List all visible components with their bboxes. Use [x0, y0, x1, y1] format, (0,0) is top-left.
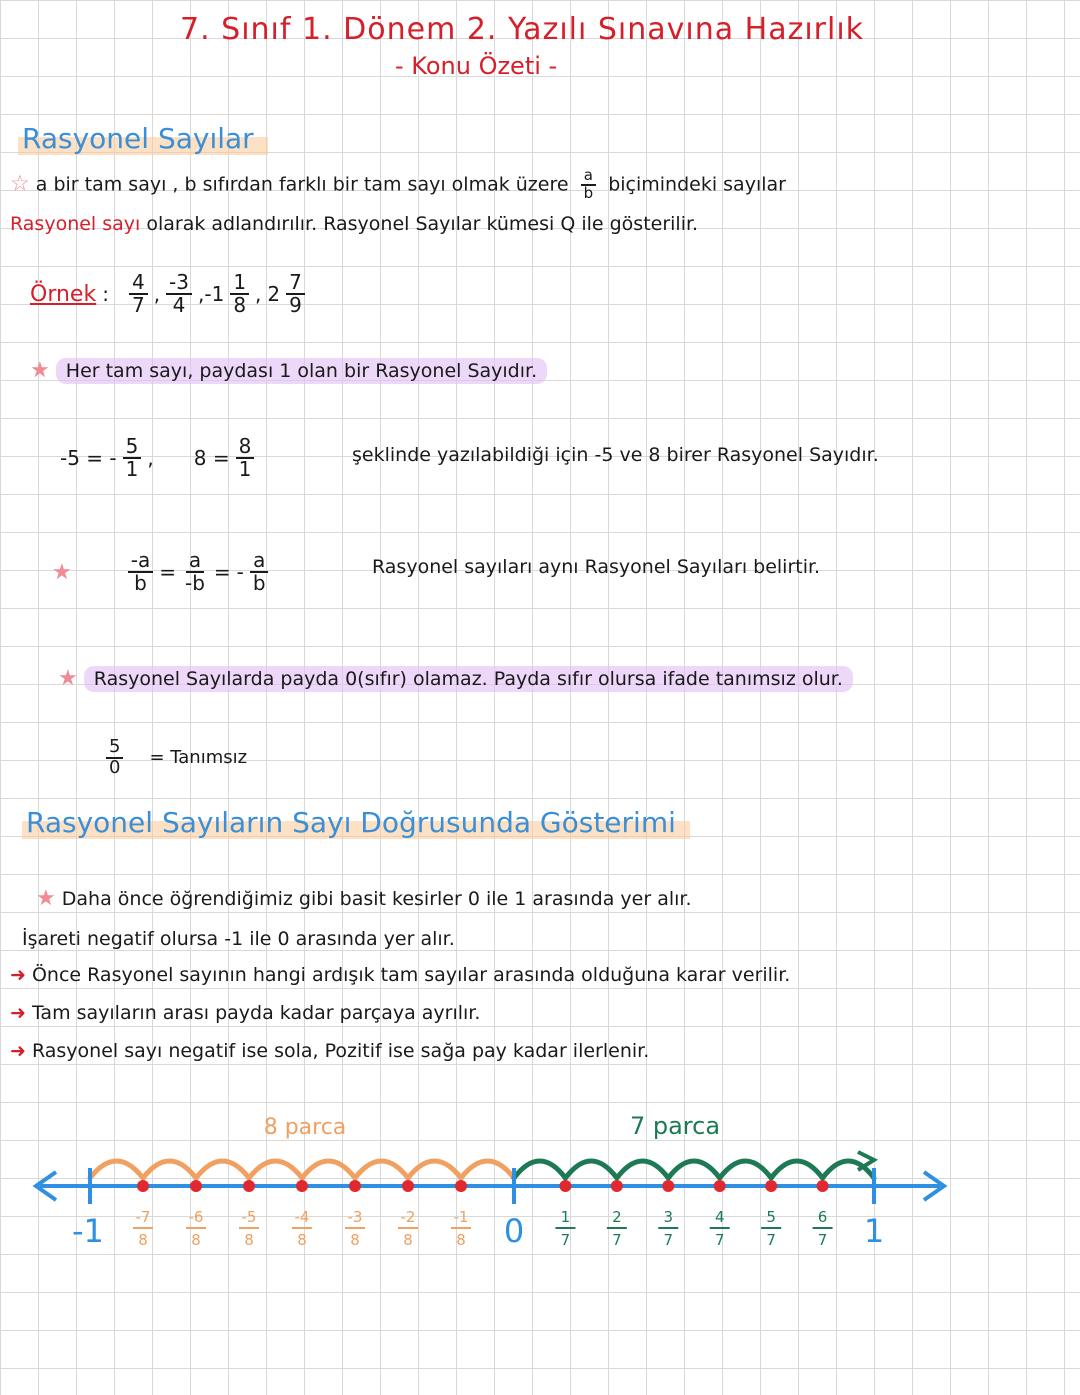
number-line-intro-1: ★ Daha önce öğrendiğimiz gibi basit kesirler 0 ile 1 arasında yer alır. [36, 886, 692, 911]
page-title: 7. Sınıf 1. Dönem 2. Yazılı Sınavına Hazırlık [180, 12, 865, 47]
definition-red-term: Rasyonel sayı [10, 213, 141, 235]
section-heading-number-line: Rasyonel Sayıların Sayı Doğrusunda Gösterimi [22, 806, 690, 839]
positive-point-2 [611, 1180, 623, 1192]
left-jump-arc [302, 1161, 355, 1178]
undefined-fraction: $\frac{5}{0}$ [106, 738, 123, 778]
example-row: Örnek : $\frac{4}{7}$ , $\frac{-3}{4}$ , -1 $\frac{1}{8}$ , 2 $\frac{7}{9}$ [30, 272, 311, 316]
definition-line-2 [10, 213, 698, 235]
jump-arrowhead-icon [858, 1152, 874, 1170]
left-parts-label: 8 parca [263, 1115, 347, 1140]
positive-fraction-den-3: 7 [663, 1231, 674, 1249]
negative-fraction-num-7: -1 [453, 1208, 469, 1226]
sign-fraction-1: $\frac{-a}{b}$ [128, 550, 153, 594]
negative-fraction-den-2: 8 [191, 1231, 201, 1249]
positive-point-1 [559, 1180, 571, 1192]
negative-fraction-den-3: 8 [244, 1231, 254, 1249]
integer-examples-text: şeklinde yazılabildiği için -5 ve 8 birer Rasyonel Sayıdır. [352, 444, 879, 466]
negative-fraction-den-6: 8 [403, 1231, 413, 1249]
star-icon: ★ [36, 886, 56, 911]
star-icon: ☆ [10, 171, 30, 197]
star-icon: ★ [58, 666, 78, 691]
eq1-fraction: $\frac{5}{1}$ [123, 436, 142, 480]
right-jump-arc [514, 1161, 565, 1178]
positive-fraction-num-6: 6 [817, 1208, 828, 1226]
left-jump-arc [249, 1161, 302, 1178]
example-fraction-3: -1 $\frac{1}{8}$ [204, 272, 255, 316]
number-line-intro-2: İşareti negatif olursa -1 ile 0 arasında yer alır. [22, 928, 455, 950]
left-jump-arc [408, 1161, 461, 1178]
arrow-right-icon: ➜ [10, 1002, 26, 1024]
positive-fraction-num-4: 4 [714, 1208, 725, 1226]
negative-fraction-den-5: 8 [350, 1231, 360, 1249]
note-integer-rational: ★ Her tam sayı, paydası 1 olan bir Rasyonel Sayıdır. [30, 358, 547, 383]
page-subtitle: - Konu Özeti - [395, 52, 558, 80]
negative-fraction-num-4: -4 [294, 1208, 310, 1226]
eq2-fraction: $\frac{8}{1}$ [236, 436, 255, 480]
definition-line-1 [10, 168, 786, 202]
star-icon: ★ [30, 358, 50, 383]
definition-text-a: a bir tam sayı , b sıfırdan farklı bir tam sayı olmak üzere [35, 173, 569, 196]
arrow-right-icon: ➜ [10, 964, 26, 986]
positive-fraction-den-1: 7 [560, 1231, 571, 1249]
example-fraction-1: $\frac{4}{7}$ [129, 272, 148, 316]
note-zero-denominator: ★ Rasyonel Sayılarda payda 0(sıfır) olamaz. Payda sıfır olursa ifade tanımsız olur. [58, 666, 853, 691]
right-jump-arc [720, 1161, 771, 1178]
right-jump-arc [617, 1161, 668, 1178]
positive-fraction-den-6: 7 [817, 1231, 828, 1249]
example-label: Örnek [30, 281, 97, 307]
example-fraction-2: $\frac{-3}{4}$ [166, 272, 192, 316]
sign-rule-text: Rasyonel sayıları aynı Rasyonel Sayıları belirtir. [372, 556, 821, 578]
positive-point-5 [765, 1180, 777, 1192]
example-fraction-4: 2 $\frac{7}{9}$ [261, 272, 310, 316]
label-minus-one: -1 [72, 1212, 104, 1250]
definition-text-rest: olarak adlandırılır. Rasyonel Sayılar kümesi Q ile gösterilir. [146, 213, 699, 235]
negative-point-2 [190, 1180, 202, 1192]
positive-point-4 [714, 1180, 726, 1192]
step-2: ➜ Tam sayıların arası payda kadar parçaya ayrılır. [10, 1002, 481, 1024]
left-jump-arc [90, 1161, 143, 1178]
step-3: ➜ Rasyonel sayı negatif ise sola, Pozitif ise sağa pay kadar ilerlenir. [10, 1040, 650, 1062]
left-jump-arc [196, 1161, 249, 1178]
negative-point-6 [402, 1180, 414, 1192]
negative-point-5 [349, 1180, 361, 1192]
negative-fraction-den-7: 8 [456, 1231, 466, 1249]
negative-fraction-num-2: -6 [188, 1208, 204, 1226]
left-jump-arc [143, 1161, 196, 1178]
positive-point-6 [817, 1180, 829, 1192]
label-zero: 0 [503, 1212, 525, 1250]
sign-fraction-3: $\frac{a}{b}$ [250, 550, 269, 594]
sign-rule: ★ $\frac{-a}{b}$ = $\frac{a}{-b}$ = - $\frac{a}{b}$ [52, 550, 275, 594]
positive-fraction-den-4: 7 [714, 1231, 725, 1249]
negative-point-3 [243, 1180, 255, 1192]
definition-fraction: $\frac{a}{b}$ [581, 168, 597, 202]
definition-text-b: biçimindeki sayılar [608, 173, 786, 196]
positive-fraction-den-2: 7 [612, 1231, 622, 1249]
label-one: 1 [863, 1212, 885, 1250]
positive-point-3 [662, 1180, 674, 1192]
left-jump-arc [461, 1161, 514, 1178]
sign-fraction-2: $\frac{a}{-b}$ [184, 548, 205, 595]
right-jump-arc [565, 1161, 616, 1178]
step-1: ➜ Önce Rasyonel sayının hangi ardışık tam sayılar arasında olduğuna karar verilir. [10, 964, 791, 986]
negative-fraction-num-3: -5 [241, 1208, 257, 1226]
number-line-diagram [0, 1100, 1080, 1260]
left-jump-arc [355, 1161, 408, 1178]
negative-fraction-num-5: -3 [347, 1208, 363, 1226]
right-parts-label: 7 parca [629, 1112, 721, 1140]
positive-fraction-num-5: 5 [766, 1208, 776, 1226]
undefined-example: $\frac{5}{0}$ = Tanımsız [100, 738, 247, 778]
arrow-right-icon: ➜ [10, 1040, 26, 1062]
negative-fraction-num-1: -7 [135, 1208, 151, 1226]
star-icon: ★ [52, 559, 72, 585]
integer-examples: -5 = - $\frac{5}{1}$ , 8 = $\frac{8}{1}$ [60, 436, 260, 480]
negative-fraction-num-6: -2 [400, 1208, 416, 1226]
negative-fraction-den-1: 8 [138, 1231, 148, 1249]
negative-point-4 [296, 1180, 308, 1192]
positive-fraction-num-2: 2 [612, 1208, 622, 1226]
negative-point-7 [455, 1180, 467, 1192]
positive-fraction-num-1: 1 [560, 1208, 571, 1226]
right-jump-arc [668, 1161, 719, 1178]
section-heading-rasyonel: Rasyonel Sayılar [18, 122, 268, 155]
positive-fraction-den-5: 7 [766, 1231, 776, 1249]
right-jump-arc [771, 1161, 822, 1178]
negative-point-1 [137, 1180, 149, 1192]
negative-fraction-den-4: 8 [297, 1231, 307, 1249]
positive-fraction-num-3: 3 [663, 1208, 674, 1226]
